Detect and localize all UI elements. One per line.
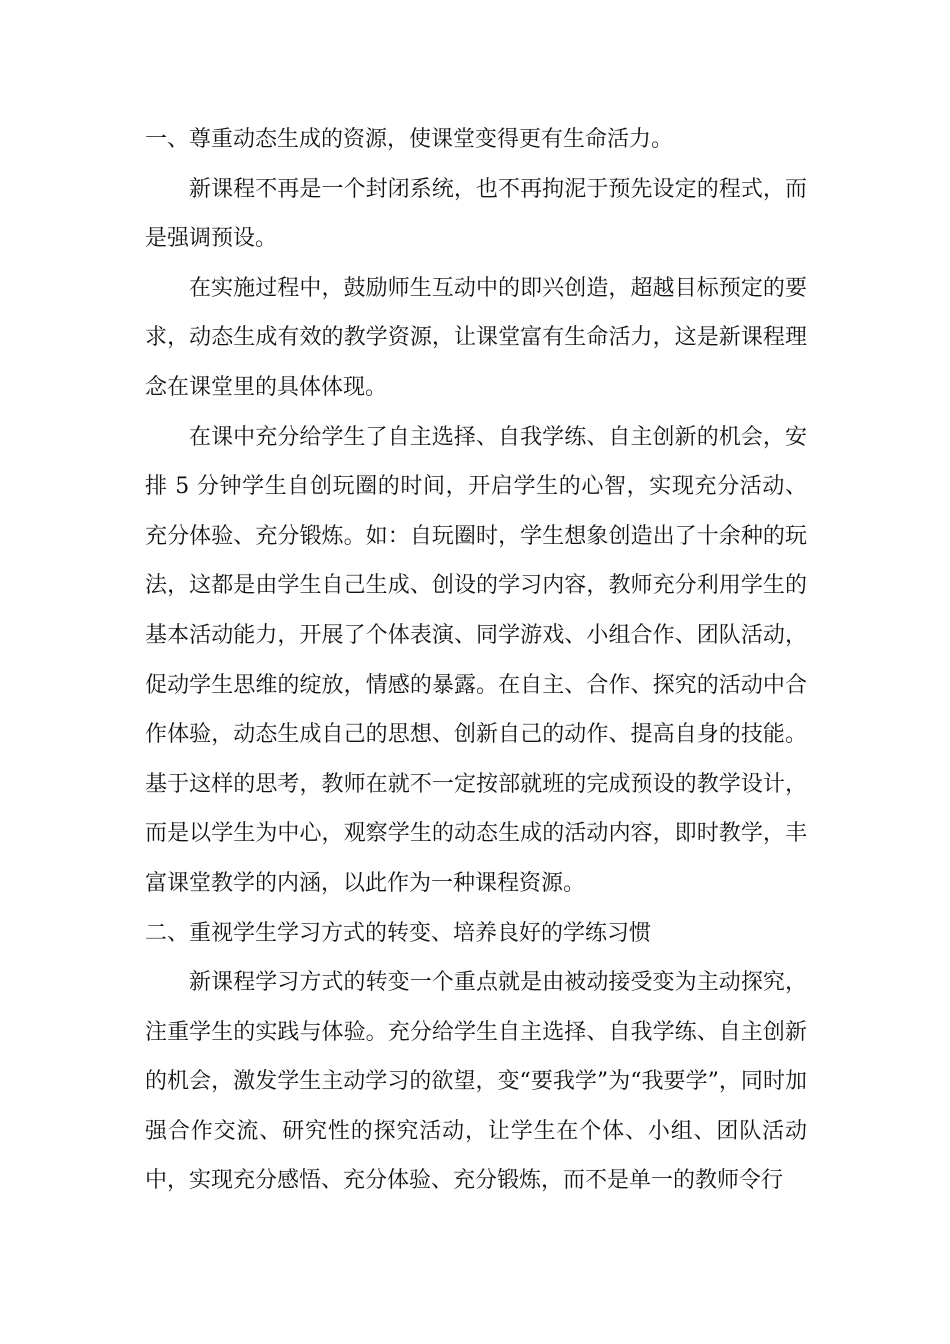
section-2-paragraph-1: 新课程学习方式的转变一个重点就是由被动接受变为主动探究，注重学生的实践与体验。充分给学生自主选择、自我学练、自主创新的机会，激发学生主动学习的欲望，变“要我学”为“我要学”，同时加强合作交流、研究性的探究活动，让学生在个体、小组、团队活动中，实现充分感悟、充分体验、充分锻炼，而不是单一的教师令行 bbox=[145, 970, 807, 1194]
section-1-paragraph-3: 在课中充分给学生了自主选择、自我学练、自主创新的机会，安排 5 分钟学生自创玩圈的时间，开启学生的心智，实现充分活动、充分体验、充分锻炼。如：自玩圈时，学生想象创造出了十余种的玩法，这都是由学生自己生成、创设的学习内容，教师充分利用学生的基本活动能力，开展了个体表演、同学游戏、小组合作、团队活动，促动学生思维的绽放，情感的暴露。在自主、合作、探究的活动中合作体验，动态生成自己的思想、创新自己的动作、提高自身的技能。基于这样的思考，教师在就不一定按部就班的完成预设的教学设计，而是以学生为中心，观察学生的动态生成的活动内容，即时教学，丰富课堂教学的内涵，以此作为一种课程资源。 bbox=[145, 424, 807, 896]
section-1-heading: 一、尊重动态生成的资源，使课堂变得更有生命活力。 bbox=[145, 127, 674, 152]
section-1-paragraph-1: 新课程不再是一个封闭系统，也不再拘泥于预先设定的程式，而是强调预设。 bbox=[145, 176, 807, 252]
document-body bbox=[145, 115, 807, 1206]
section-2-heading: 二、重视学生学习方式的转变、培养良好的学练习惯 bbox=[145, 920, 652, 946]
section-1-paragraph-2: 在实施过程中，鼓励师生互动中的即兴创造，超越目标预定的要求，动态生成有效的教学资源，让课堂富有生命活力，这是新课程理念在课堂里的具体体现。 bbox=[145, 275, 807, 400]
